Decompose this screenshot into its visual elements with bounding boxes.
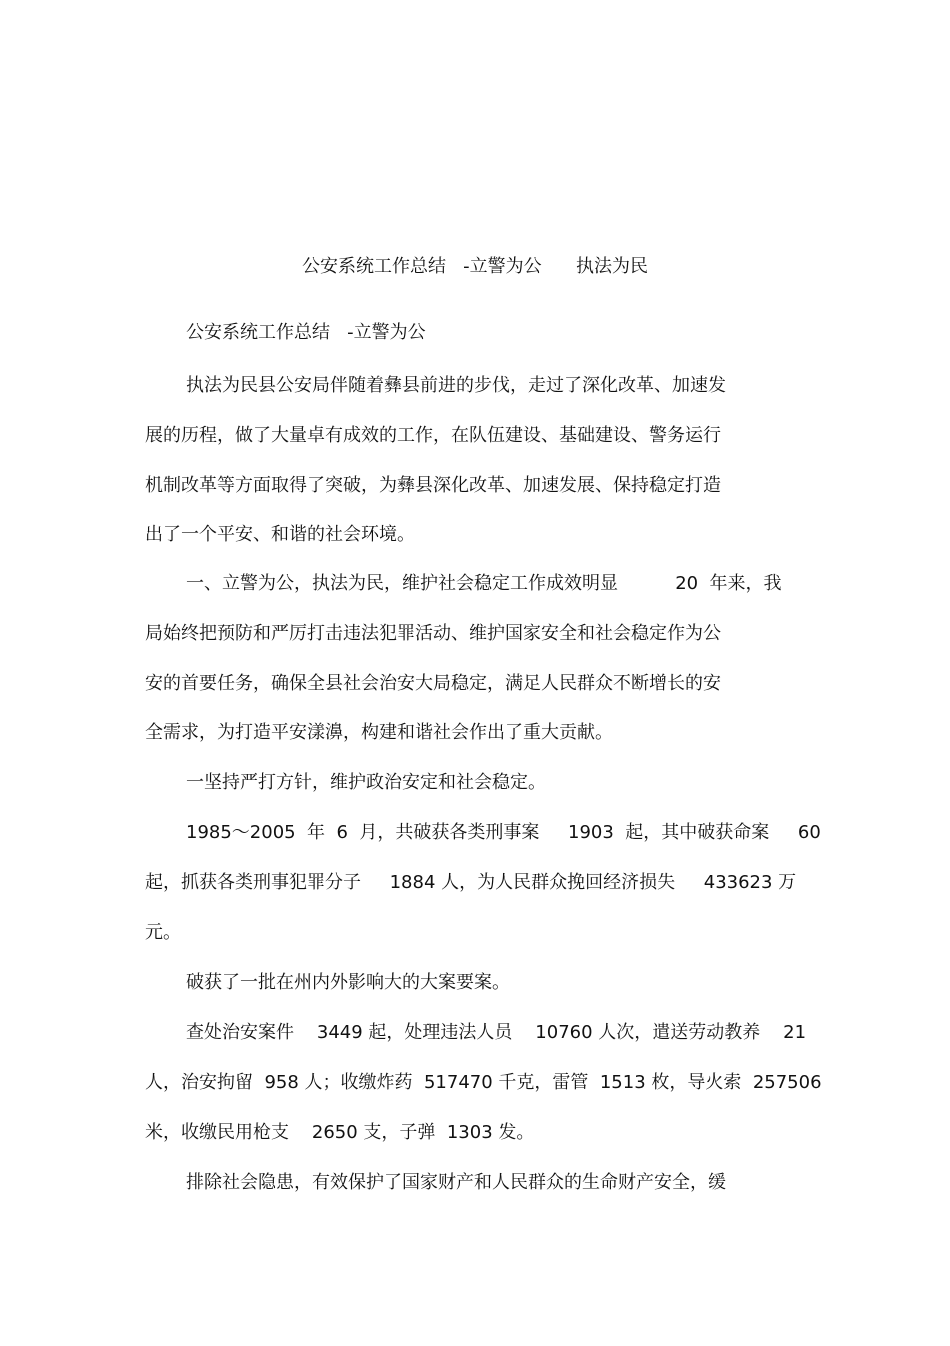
- paragraph-line: 一、立警为公，执法为民，维护社会稳定工作成效明显 20 年来，我: [186, 573, 782, 594]
- paragraph-line: 人，治安拘留 958 人；收缴炸药 517470 千克，雷管 1513 枚，导火索 257506: [145, 1072, 822, 1093]
- paragraph-line: 破获了一批在州内外影响大的大案要案。: [186, 972, 510, 993]
- document-title: 公安系统工作总结 -立警为公 执法为民: [302, 256, 648, 277]
- paragraph-line: 全需求，为打造平安漾濞，构建和谐社会作出了重大贡献。: [145, 722, 613, 743]
- paragraph-line: 展的历程，做了大量卓有成效的工作，在队伍建设、基础建设、警务运行: [145, 425, 721, 446]
- paragraph-line: 出了一个平安、和谐的社会环境。: [145, 524, 415, 545]
- paragraph-line: 机制改革等方面取得了突破，为彝县深化改革、加速发展、保持稳定打造: [145, 475, 721, 496]
- paragraph-line: 执法为民县公安局伴随着彝县前进的步伐，走过了深化改革、加速发: [186, 375, 726, 396]
- paragraph-line: 局始终把预防和严厉打击违法犯罪活动、维护国家安全和社会稳定作为公: [145, 623, 721, 644]
- paragraph-line: 米，收缴民用枪支 2650 支，子弹 1303 发。: [145, 1122, 535, 1143]
- paragraph-line: 排除社会隐患，有效保护了国家财产和人民群众的生命财产安全，缓: [186, 1172, 726, 1193]
- paragraph-line: 1985～2005 年 6 月，共破获各类刑事案 1903 起，其中破获命案 60: [186, 822, 821, 843]
- paragraph-line: 查处治安案件 3449 起，处理违法人员 10760 人次，遣送劳动教养 21: [186, 1022, 807, 1043]
- paragraph-line: 一坚持严打方针，维护政治安定和社会稳定。: [186, 772, 546, 793]
- subtitle-line: 公安系统工作总结 -立警为公: [186, 322, 426, 343]
- paragraph-line: 安的首要任务，确保全县社会治安大局稳定，满足人民群众不断增长的安: [145, 673, 721, 694]
- paragraph-line: 元。: [145, 922, 181, 943]
- paragraph-line: 起，抓获各类刑事犯罪分子 1884 人，为人民群众挽回经济损失 433623 万: [145, 872, 797, 893]
